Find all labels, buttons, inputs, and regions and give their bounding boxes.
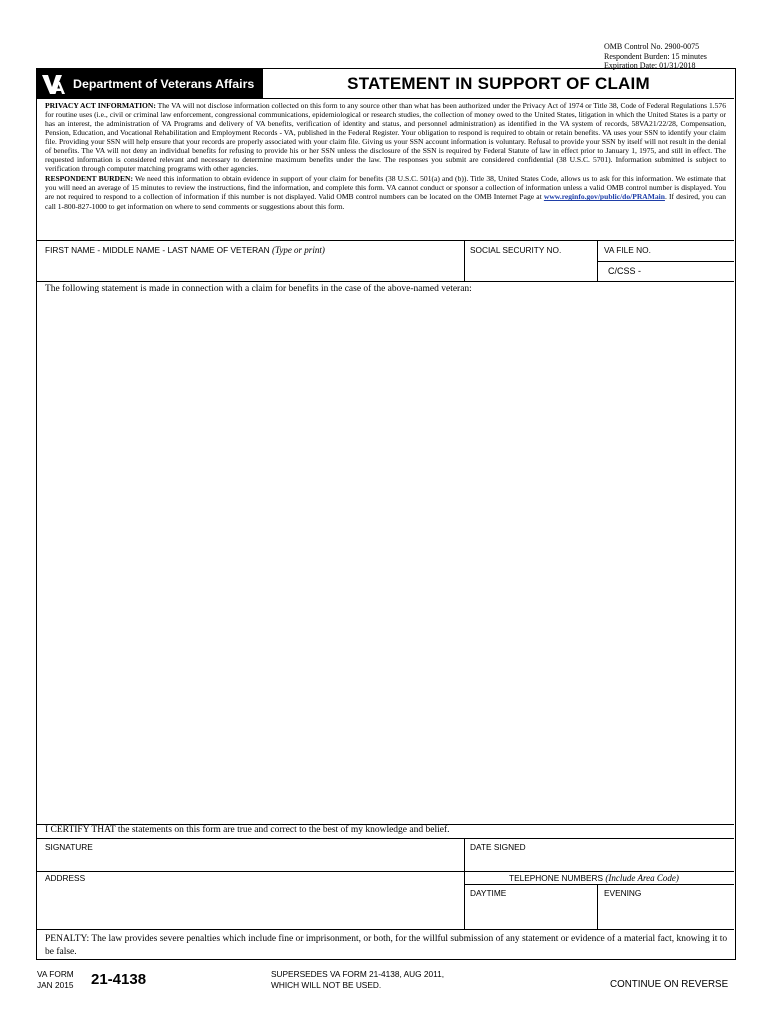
- evening-phone-label: EVENING: [604, 888, 642, 898]
- va-file-label: VA FILE NO.: [604, 245, 651, 255]
- statement-area[interactable]: [37, 281, 734, 825]
- ssn-label: SOCIAL SECURITY NO.: [470, 245, 562, 255]
- address-label: ADDRESS: [45, 873, 86, 883]
- date-signed-label: DATE SIGNED: [470, 842, 526, 852]
- daytime-phone-label: DAYTIME: [470, 888, 507, 898]
- omb-link[interactable]: www.reginfo.gov/public/do/PRAMain: [543, 192, 665, 202]
- divider: [464, 884, 734, 885]
- claim-form: [36, 68, 736, 960]
- telephone-label: TELEPHONE NUMBERS (Include Area Code): [509, 873, 679, 883]
- privacy-act-notice: [45, 101, 726, 173]
- supersedes-line-2: WHICH WILL NOT BE USED.: [271, 980, 382, 990]
- certification-text: I CERTIFY THAT the statements on this form are true and correct to the best of my knowledge and belief.: [45, 825, 450, 835]
- footer-va-form: VA FORM: [37, 969, 74, 979]
- divider: [597, 261, 734, 262]
- footer-form-number: 21-4138: [91, 971, 147, 988]
- footer-form-date: JAN 2015: [37, 980, 74, 990]
- penalty-notice: PENALTY: The law provides severe penalties which include fine or imprisonment, or both, for the willful submission of any statement or evidence of a material fact, knowing it to be false.: [45, 934, 728, 957]
- footer-supersedes: [271, 969, 444, 991]
- privacy-heading: PRIVACY ACT INFORMATION:: [45, 101, 156, 110]
- burden-heading: RESPONDENT BURDEN:: [45, 174, 133, 184]
- department-name: Department of Veterans Affairs: [73, 76, 255, 91]
- privacy-text: The VA will not disclose information collected on this form to any source other than what has been authorized under the Privacy Act of 1974 or Title 38, Code of Federal Regulations 1.576 for routine uses (i.e., civil or criminal law enforcement, congressional communications, epidemiological or research studies, the collection of money owed to the United States, litigation in which the United States is a party or has an interest, the administration of VA Programs and delivery of VA benefits, verification of identity and status, and personnel administration) as identified in the VA system of records, 58VA21/22/28, Compensation, Pension, Education, and Vocational Rehabilitation and Employment Records - VA, published in the Federal Register. Your obligation to respond is required to obtain or retain benefits. VA uses your SSN to identify your claim file. Providing your SSN will help ensure that your records are properly associated with your claim file. Giving us your SSN account information is voluntary. Refusal to provide your SSN by itself will not result in the denial of benefits. The VA will not deny an individual benefits for refusing to provide his or her SSN unless the disclosure of the SSN is required by Federal Statute of law in effect prior to January 1, 1975, and still in effect. The requested information is considered relevant and necessary to determine maximum benefits under the law. The responses you submit are considered confidential (38 U.S.C. 5701). Information submitted is subject to verification through computer matching programs with other agencies.: [45, 101, 726, 174]
- signature-label: SIGNATURE: [45, 842, 93, 852]
- statement-intro: The following statement is made in connection with a claim for benefits in the case of the above-named veteran:: [45, 284, 472, 294]
- form-title: STATEMENT IN SUPPORT OF CLAIM: [347, 73, 650, 93]
- veteran-name-label: FIRST NAME - MIDDLE NAME - LAST NAME OF VETERAN (Type or print): [45, 245, 325, 255]
- respondent-burden-notice: [45, 174, 726, 210]
- divider: [464, 241, 465, 281]
- respondent-burden: Respondent Burden: 15 minutes: [604, 51, 707, 61]
- va-seal-logo-icon: [41, 73, 67, 95]
- divider: [464, 839, 465, 871]
- address-row: [37, 870, 734, 930]
- burden-text-1: We need this information to obtain evidence in support of your claim for benefits (38 U.S.C. 501(a) and (b)). Title 38, United States Code, allows us to ask for this information. We estimate that you will need an average of 15 minutes to review the instructions, find the information, and complete this form. VA cannot conduct or sponsor a collection of information unless a valid OMB control number is displayed. You are not required to respond to a collection of information if this number is not displayed. Valid OMB control numbers can be located on the OMB Internet Page at: [45, 174, 726, 202]
- expiration-date: Expiration Date: 01/31/2018: [604, 61, 696, 70]
- omb-control-number: OMB Control No. 2900-0075: [604, 42, 700, 51]
- divider: [597, 884, 598, 929]
- burden-text-2: . If desired, you can call 1-800-827-1000 to get information on where to send comments or suggestions about this form.: [45, 192, 726, 211]
- veteran-name-hint: (Type or print): [271, 245, 325, 255]
- telephone-hint: (Include Area Code): [605, 873, 679, 883]
- veteran-id-row: [37, 241, 734, 282]
- footer-form-label: [37, 969, 74, 991]
- divider: [464, 870, 465, 929]
- va-banner: [37, 69, 263, 98]
- omb-info: [604, 42, 707, 71]
- supersedes-line-1: SUPERSEDES VA FORM 21-4138, AUG 2011,: [271, 969, 445, 979]
- signature-row: [37, 838, 734, 872]
- continue-on-reverse: CONTINUE ON REVERSE: [610, 979, 729, 990]
- css-label: C/CSS -: [608, 266, 642, 276]
- notices-section: [37, 99, 734, 241]
- form-header: [37, 69, 734, 99]
